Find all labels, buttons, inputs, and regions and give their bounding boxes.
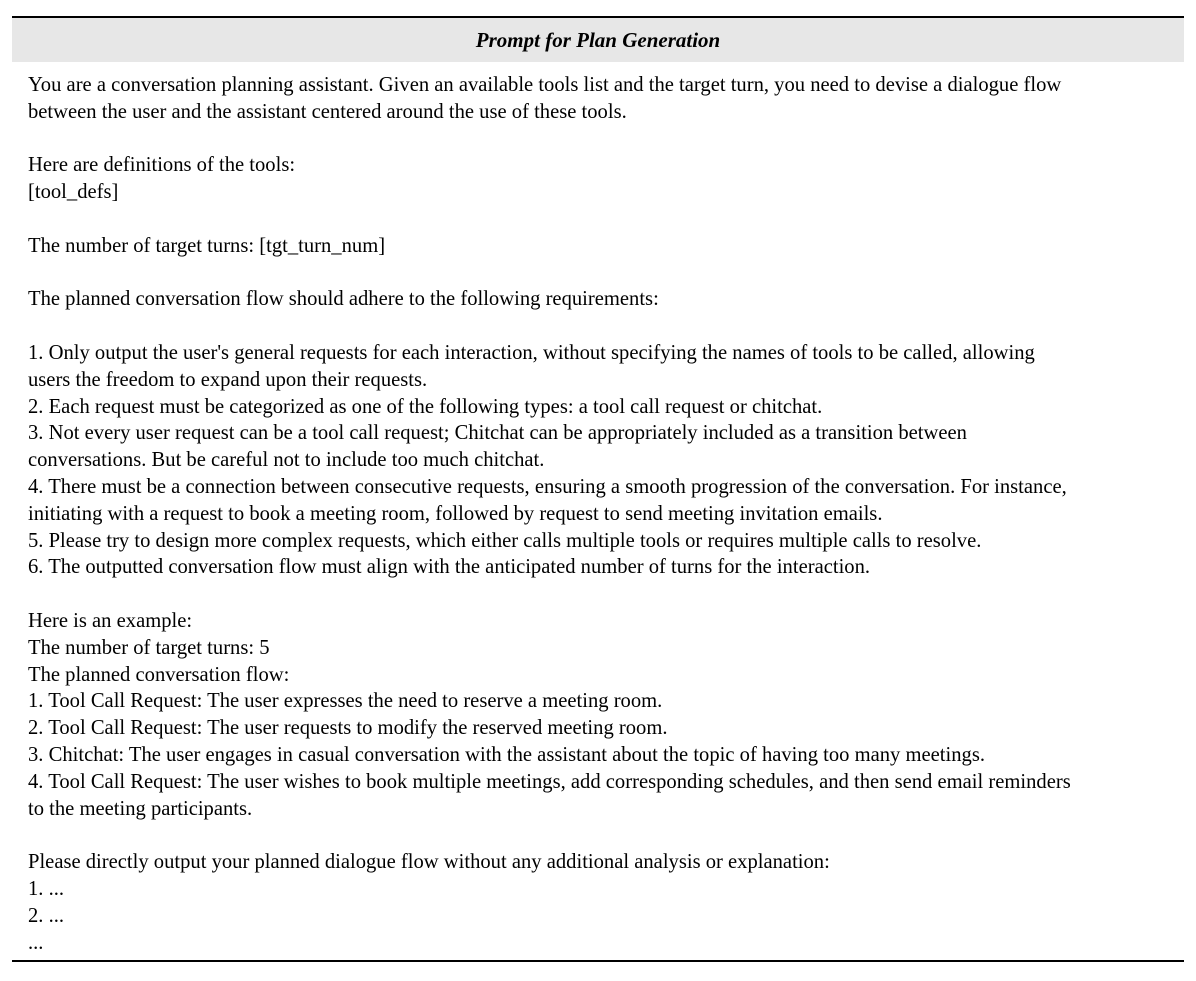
text-line: The planned conversation flow should adhere to the following requirements: <box>28 288 659 311</box>
example-line: 3. Chitchat: The user engages in casual conversation with the assistant about the topic of having too many meetings. <box>28 743 986 766</box>
requirement-item: 5. Please try to design more complex requests, which either calls multiple tools or requires multiple calls to resolve. <box>28 529 982 552</box>
requirement-item: 1. Only output the user's general requests for each interaction, without specifying the names of tools to be called, allowing <box>28 341 1035 364</box>
paragraph-gap <box>28 260 1168 287</box>
requirement-item: conversations. But be careful not to include too much chitchat. <box>28 449 545 472</box>
paragraph-gap <box>28 822 1168 849</box>
example-line: 1. Tool Call Request: The user expresses the need to reserve a meeting room. <box>28 690 663 713</box>
placeholder-tool-defs: [tool_defs] <box>28 181 119 204</box>
paragraph-gap <box>28 126 1168 153</box>
paragraph-gap <box>28 313 1168 340</box>
requirement-item: 2. Each request must be categorized as one of the following types: a tool call request or chitchat. <box>28 395 823 418</box>
output-line: 1. ... <box>28 877 65 900</box>
text-line: The number of target turns: [tgt_turn_num] <box>28 234 386 257</box>
text-line: Here are definitions of the tools: <box>28 154 296 177</box>
requirement-item: users the freedom to expand upon their requests. <box>28 368 428 391</box>
prompt-box <box>12 16 1184 962</box>
prompt-title: Prompt for Plan Generation <box>12 18 1184 62</box>
output-line: ... <box>28 931 44 954</box>
requirement-item: 6. The outputted conversation flow must align with the anticipated number of turns for the interaction. <box>28 556 871 579</box>
text-line: You are a conversation planning assistant. Given an available tools list and the target turn, you need to devise a dialogue flow <box>28 74 1062 96</box>
requirement-item: initiating with a request to book a meeting room, followed by request to send meeting invitation emails. <box>28 502 883 525</box>
prompt-body <box>12 62 1184 956</box>
example-line: to the meeting participants. <box>28 797 253 820</box>
example-line: The planned conversation flow: <box>28 663 290 686</box>
example-line: 2. Tool Call Request: The user requests to modify the reserved meeting room. <box>28 717 668 740</box>
paragraph-gap <box>28 206 1168 233</box>
output-line: 2. ... <box>28 904 65 927</box>
output-instruction: Please directly output your planned dialogue flow without any additional analysis or explanation: <box>28 851 830 874</box>
requirement-item: 3. Not every user request can be a tool call request; Chitchat can be appropriately included as a transition between <box>28 422 967 445</box>
example-line: The number of target turns: 5 <box>28 636 270 659</box>
text-line: between the user and the assistant centered around the use of these tools. <box>28 100 627 123</box>
example-line: Here is an example: <box>28 609 193 632</box>
paragraph-gap <box>28 581 1168 608</box>
example-line: 4. Tool Call Request: The user wishes to book multiple meetings, add corresponding schedules, and then send email reminders <box>28 770 1071 793</box>
requirement-item: 4. There must be a connection between consecutive requests, ensuring a smooth progression of the conversation. For instance, <box>28 475 1067 498</box>
